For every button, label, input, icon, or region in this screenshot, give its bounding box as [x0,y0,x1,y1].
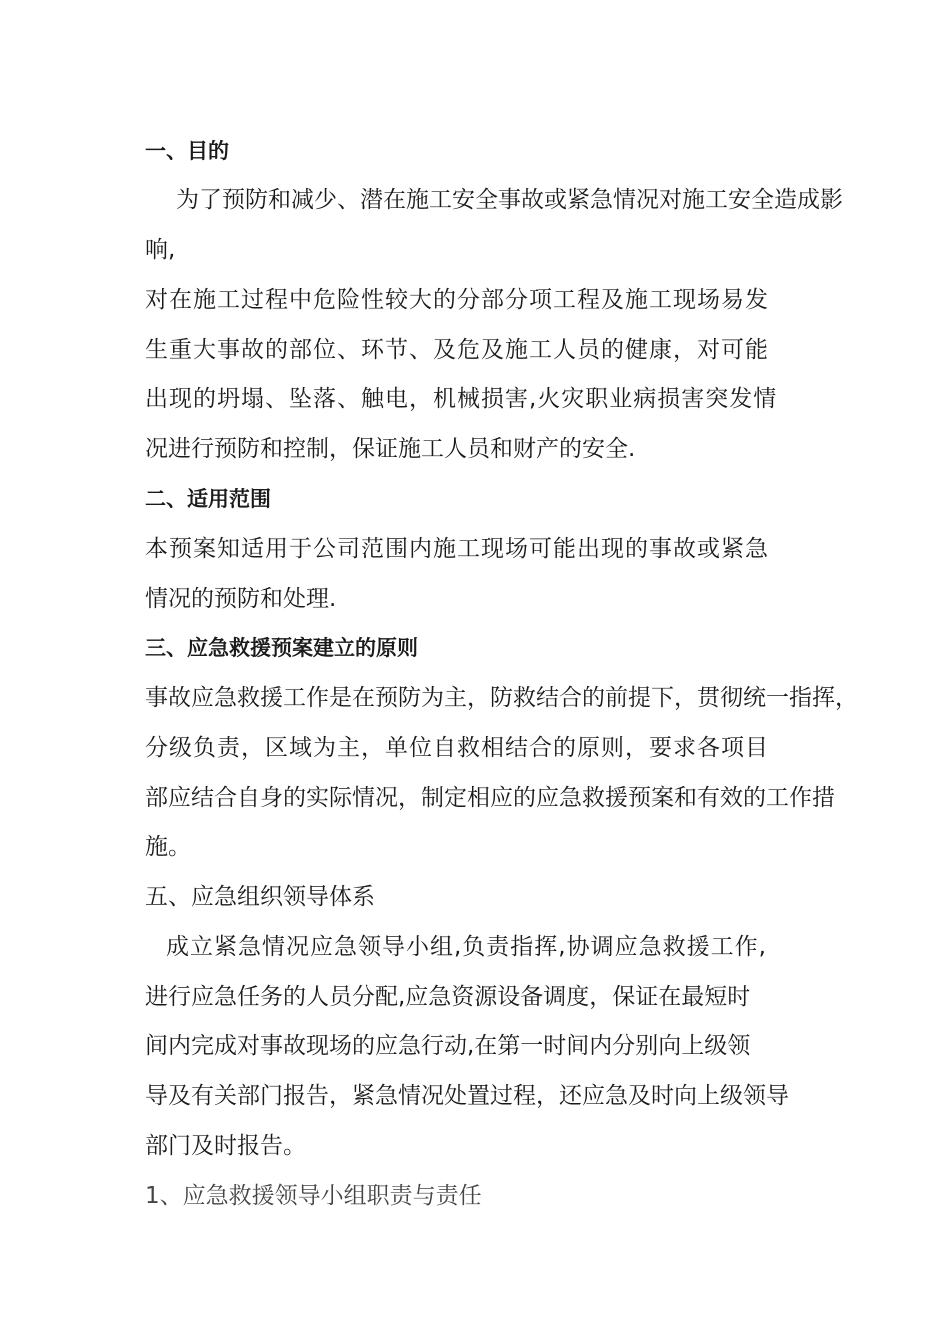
section-5-line-2: 进行应急任务的人员分配,应急资源设备调度，保证在最短时 [145,984,751,1010]
section-1-line-2: 响, [145,237,176,263]
section-3-line-3: 部应结合自身的实际情况，制定相应的应急救援预案和有效的工作措 [145,785,835,811]
section-3-heading: 三、应急救援预案建立的原则 [145,636,418,660]
section-1-heading: 一、目的 [145,139,229,163]
section-3-line-4: 施。 [145,834,191,860]
section-3-line-2: 分级负责，区域为主，单位自救相结合的原则，要求各项目 [145,735,769,761]
section-1-line-3: 对在施工过程中危险性较大的分部分项工程及施工现场易发 [145,287,769,313]
section-5-line-1: 成立紧急情况应急领导小组,负责指挥,协调应急救援工作, [166,934,767,960]
section-5-heading: 五、应急组织领导体系 [145,884,375,910]
section-1-line-6: 况进行预防和控制，保证施工人员和财产的安全. [145,436,636,462]
section-5-line-5: 部门及时报告。 [145,1133,306,1159]
section-5-line-4: 导及有关部门报告，紧急情况处置过程，还应急及时向上级领导 [145,1083,789,1109]
section-2-line-1: 本预案知适用于公司范围内施工现场可能出现的事故或紧急 [145,536,769,562]
section-5-line-3: 间内完成对事故现场的应急行动,在第一时间内分别向上级领 [145,1033,751,1059]
section-1-line-5: 出现的坍塌、坠落、触电，机械损害,火灾职业病损害突发情 [145,386,778,412]
section-2-line-2: 情况的预防和处理. [145,586,337,612]
section-1-line-1: 为了预防和减少、潜在施工安全事故或紧急情况对施工安全造成影 [176,187,843,213]
section-1-line-4: 生重大事故的部位、环节、及危及施工人员的健康，对可能 [145,337,769,363]
section-2-heading: 二、适用范围 [145,487,271,511]
section-3-line-1: 事故应急救援工作是在预防为主，防救结合的前提下，贯彻统一指挥， [145,685,858,711]
subsection-1-heading: 1、应急救援领导小组职责与责任 [145,1183,482,1209]
